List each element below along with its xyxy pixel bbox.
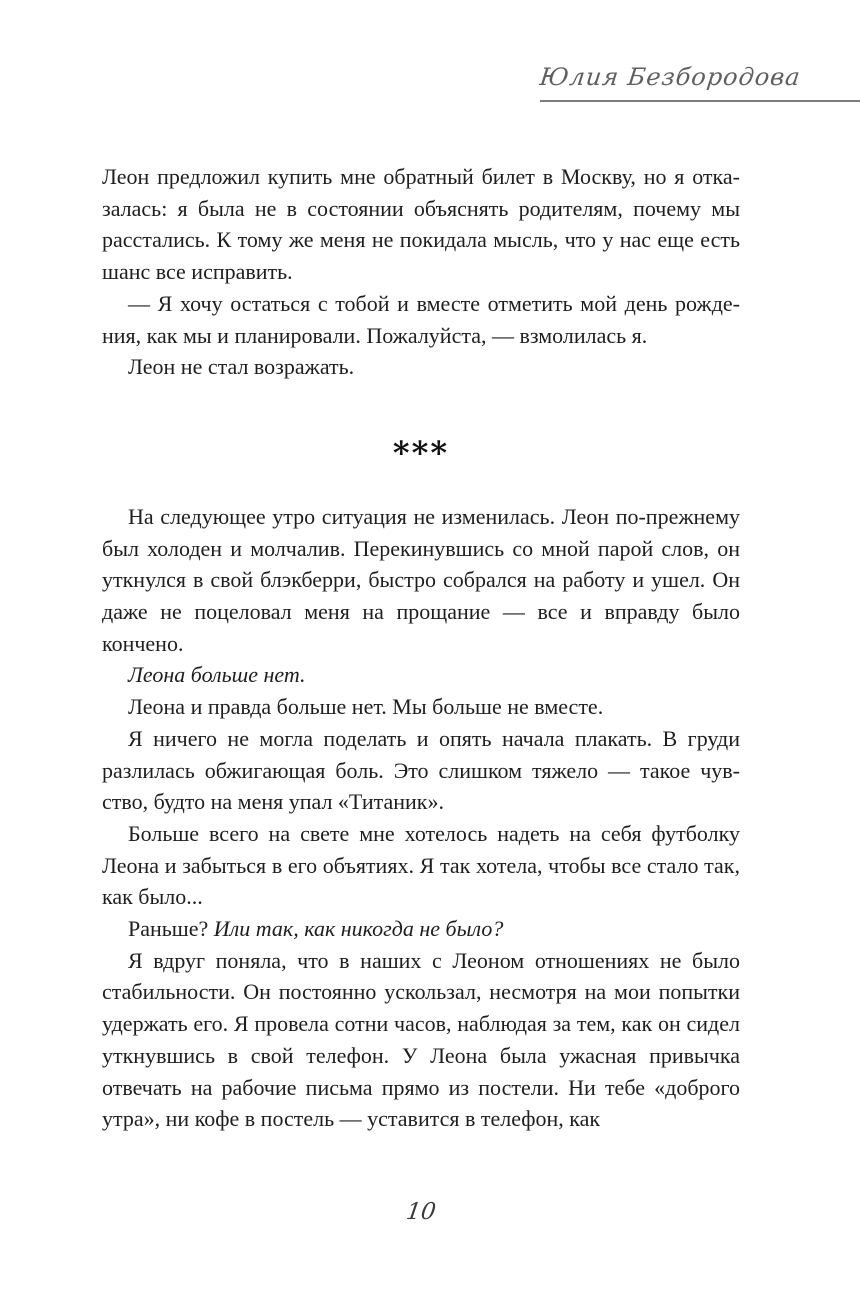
paragraph-italic: Леона больше нет. bbox=[128, 662, 306, 688]
paragraph: Леон не стал возражать. bbox=[128, 354, 355, 380]
paragraph-mixed bbox=[102, 913, 740, 945]
paragraph: Я ничего не могла поделать и опять начала плакать. В груди разлилась обжигающая боль. Это слишком тяжело — такое чувство, будто на меня упал «Титаник». bbox=[102, 725, 740, 815]
paragraph-mixed-italic: Или так, как никогда не было? bbox=[213, 916, 504, 942]
paragraph-mixed-regular: Раньше? bbox=[128, 916, 214, 942]
paragraph: Леона и правда больше нет. Мы больше не вместе. bbox=[128, 694, 604, 720]
header-rule bbox=[540, 100, 860, 102]
page-number: 10 bbox=[404, 1199, 438, 1225]
page-text bbox=[102, 161, 740, 1135]
paragraph: Больше всего на свете мне хотелось надеть на себя футболку Леона и забыться в его объятиях. Я так хотела, чтобы все стало так, как было... bbox=[102, 820, 740, 910]
author-signature: Юлия Безбородова bbox=[538, 63, 803, 91]
paragraph: Я вдруг поняла, что в наших с Леоном отношениях не было стабильности. Он постоянно ускользал, несмотря на мои попытки удержать его. Я провела сотни часов, наблюдая за тем, как он сидел уткнувшись в свой телефон. У Леона была ужасная привычка отвечать на рабочие письма прямо из постели. Ни тебе «доброго утра», ни кофе в постель — уставится в телефон, как bbox=[102, 947, 740, 1132]
paragraph-continuation: Леон предложил купить мне обратный билет в Москву, но я отказалась: я была не в состоянии объяснять родителям, почему мы расстались. К тому же меня не покидала мысль, что у нас еще есть шанс все исправить. bbox=[102, 164, 740, 285]
paragraph: На следующее утро ситуация не изменилась. Леон по-прежнему был холоден и молчалив. Перекинувшись со мной парой слов, он уткнулся в свой блэкберри, быстро собрался на работу и ушел. Он даже не поцеловал меня на прощание — все и вправду было кончено. bbox=[102, 503, 740, 656]
paragraph-dialogue: — Я хочу остаться с тобой и вместе отметить мой день рождения, как мы и планировали. Пожалуйста, — взмолилась я. bbox=[102, 290, 740, 348]
section-divider: *** bbox=[392, 433, 450, 472]
